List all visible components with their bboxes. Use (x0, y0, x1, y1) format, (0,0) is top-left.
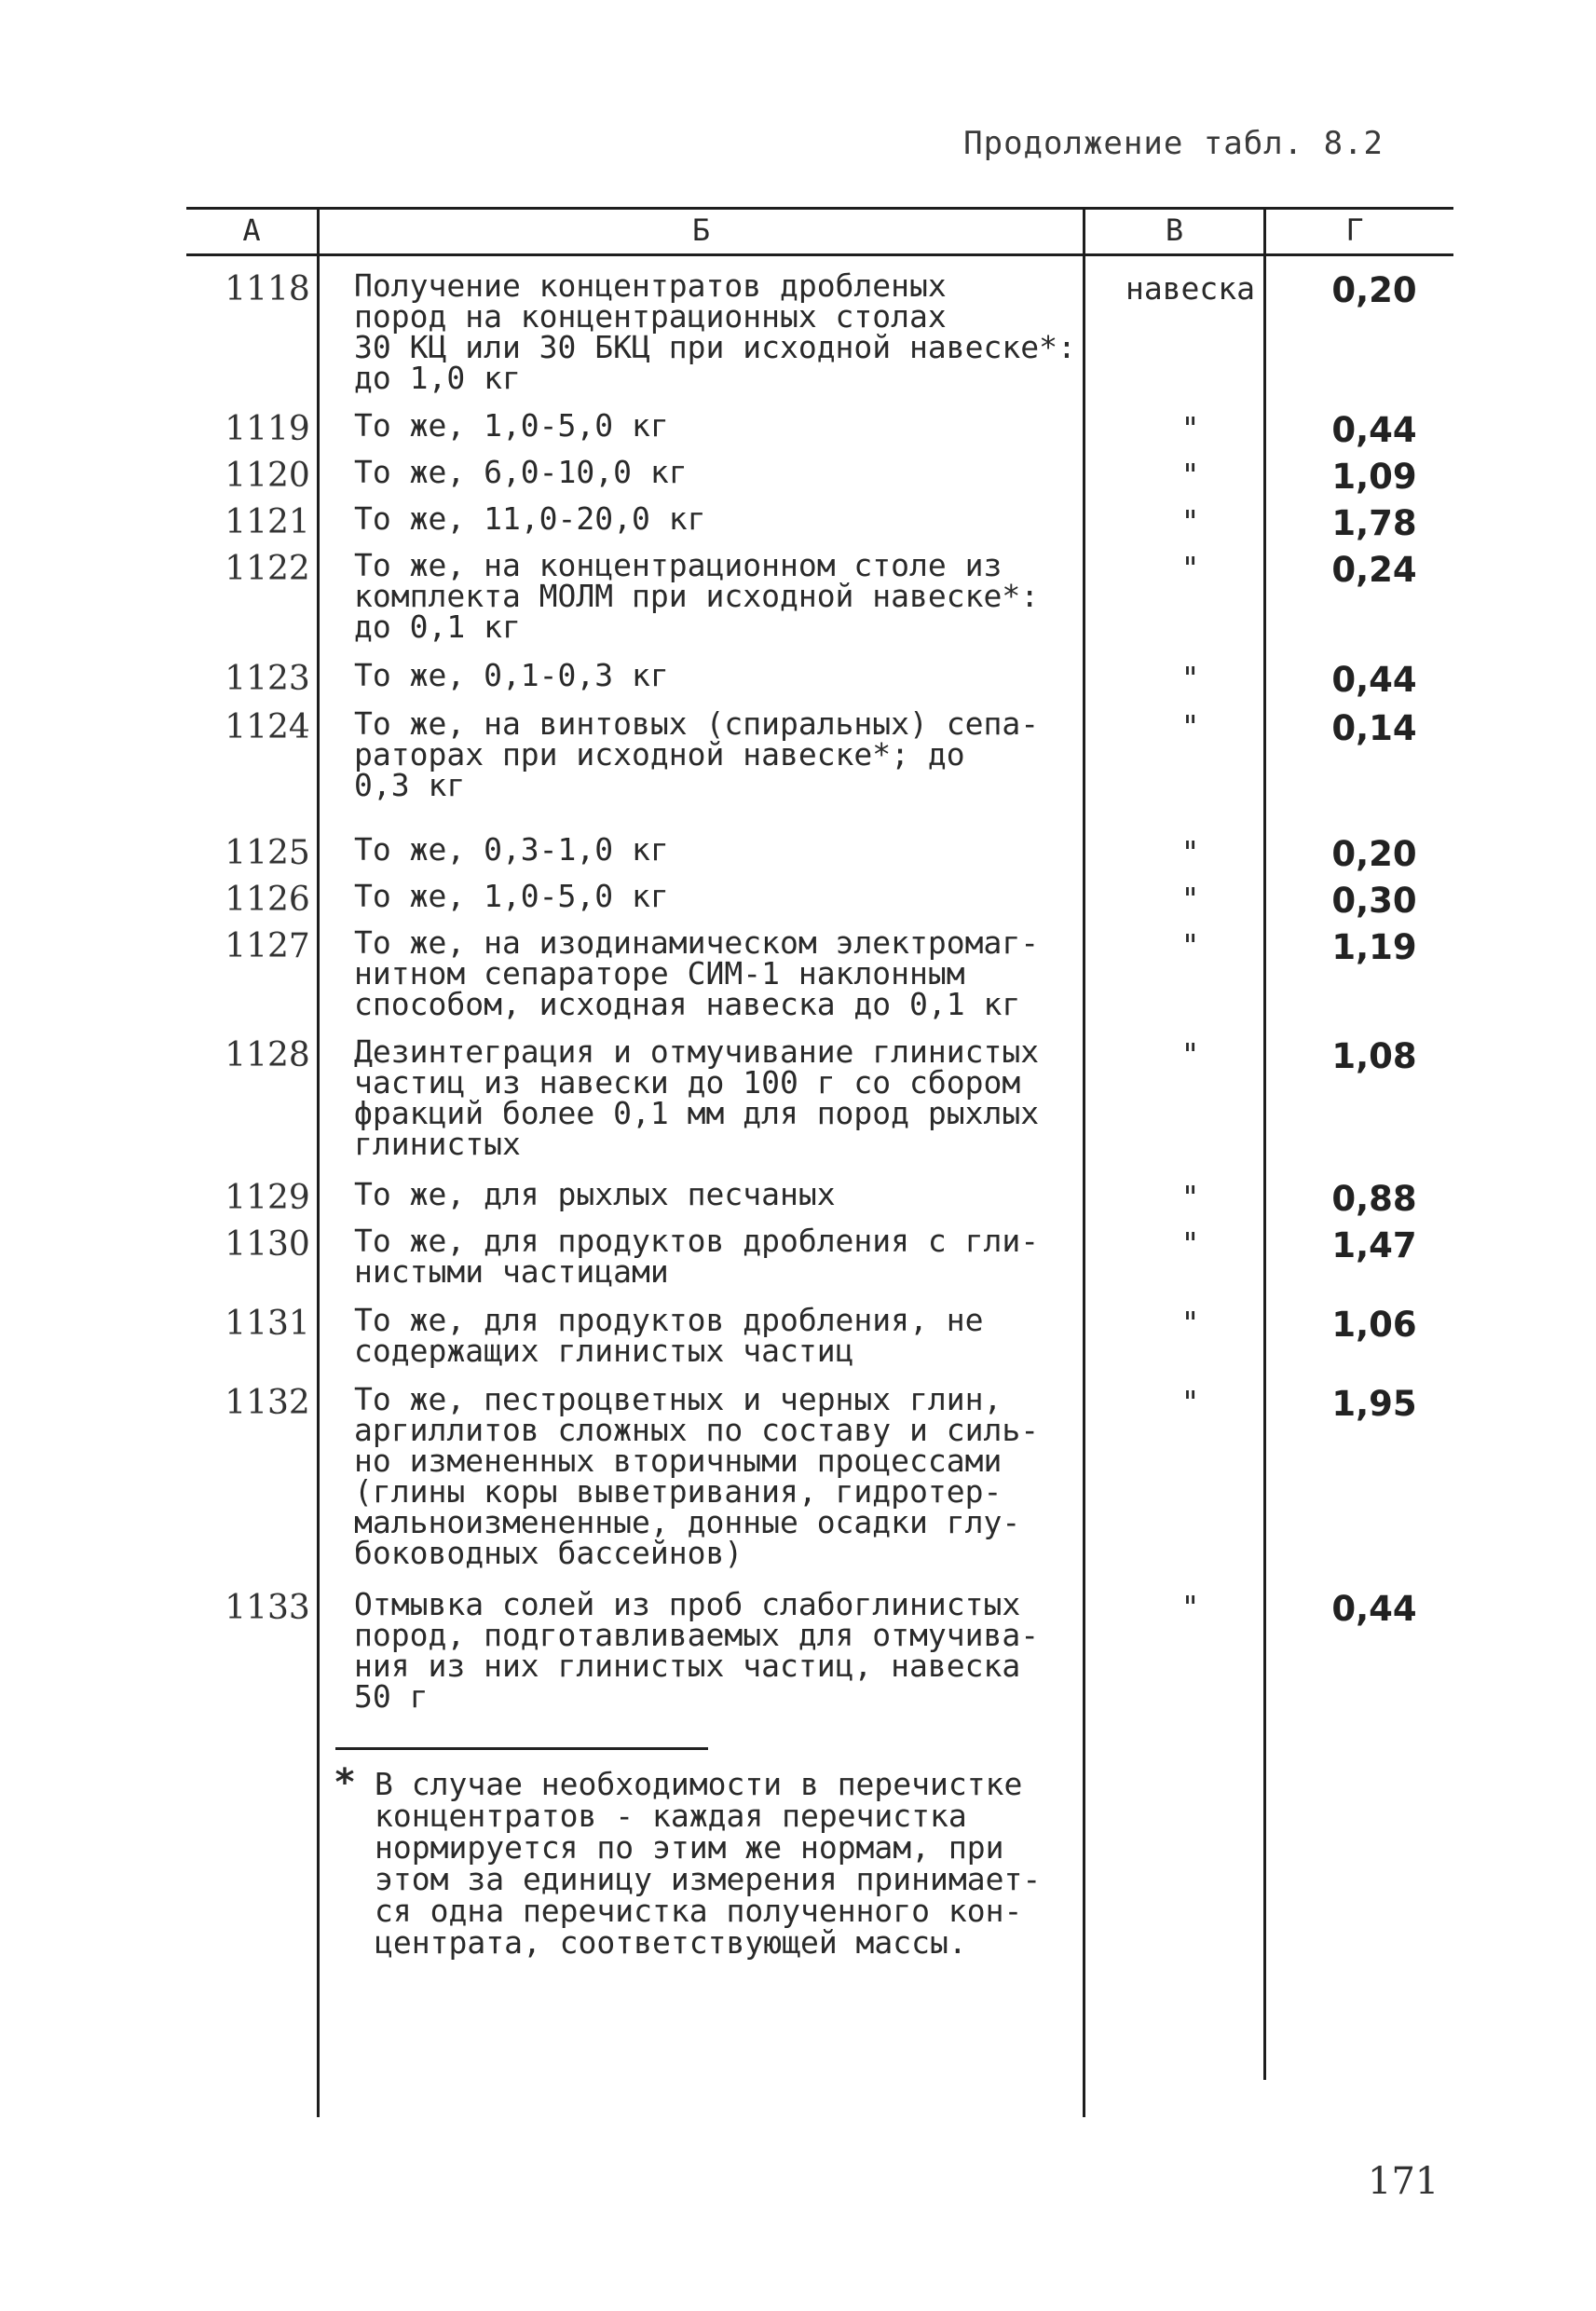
row-value: 0,20 (1331, 270, 1417, 310)
row-code: 1120 (225, 457, 310, 495)
row-code: 1124 (225, 708, 310, 746)
row-value: 0,44 (1331, 1589, 1417, 1629)
row-value: 0,44 (1331, 410, 1417, 450)
row-description: То же, на изодинамическом электромаг- нитном сепараторе СИМ-1 наклонным способом, исходная навеска до 0,1 кг (354, 924, 1040, 1022)
row-description: То же, 6,0-10,0 кг (354, 454, 688, 490)
row-unit: " (1180, 881, 1200, 917)
footnote-asterisk: * (334, 1761, 357, 1804)
row-value: 1,47 (1331, 1225, 1417, 1265)
column-divider-b-v (1083, 207, 1085, 2117)
row-code: 1127 (225, 927, 310, 965)
header-col-a: А (242, 212, 261, 248)
row-description: То же, для продуктов дробления с гли- нистыми частицами (354, 1223, 1040, 1290)
row-code: 1133 (225, 1589, 310, 1627)
row-code: 1118 (225, 270, 310, 308)
header-col-g: Г (1345, 212, 1364, 248)
row-unit: " (1180, 1305, 1200, 1341)
row-unit: " (1180, 660, 1200, 696)
row-description: То же, на концентрационном столе из комплекта МОЛМ при исходной навеске*: до 0,1 кг (354, 547, 1040, 645)
row-code: 1128 (225, 1036, 310, 1074)
row-description: То же, 1,0-5,0 кг (354, 878, 669, 914)
row-unit: " (1180, 410, 1200, 446)
row-unit: " (1180, 550, 1200, 586)
row-value: 0,14 (1331, 708, 1417, 748)
row-unit: " (1180, 927, 1200, 964)
row-unit: " (1180, 1036, 1200, 1073)
page-number: 171 (1368, 2160, 1439, 2203)
row-description: То же, 1,0-5,0 кг (354, 407, 669, 444)
row-code: 1123 (225, 660, 310, 698)
row-code: 1122 (225, 550, 310, 588)
row-value: 1,95 (1331, 1384, 1417, 1424)
row-value: 1,19 (1331, 927, 1417, 967)
row-code: 1130 (225, 1225, 310, 1264)
row-unit: " (1180, 834, 1200, 870)
row-code: 1119 (225, 410, 310, 448)
row-value: 1,09 (1331, 457, 1417, 497)
row-unit: " (1180, 1179, 1200, 1215)
row-description: Получение концентратов дробленых пород на концентрационных столах 30 КЦ или 30 БКЦ при исходной навеске*: до 1,0 кг (354, 267, 1076, 396)
footnote-rule (335, 1747, 708, 1750)
row-value: 1,78 (1331, 503, 1417, 543)
row-value: 0,30 (1331, 881, 1417, 921)
row-unit: " (1180, 1589, 1200, 1625)
row-value: 1,08 (1331, 1036, 1417, 1076)
row-value: 0,24 (1331, 550, 1417, 590)
row-value: 0,44 (1331, 660, 1417, 700)
row-unit: " (1180, 1384, 1200, 1420)
row-description: То же, 0,3-1,0 кг (354, 831, 669, 868)
row-code: 1129 (225, 1179, 310, 1217)
row-description: То же, 11,0-20,0 кг (354, 500, 706, 537)
row-code: 1121 (225, 503, 310, 541)
row-code: 1132 (225, 1384, 310, 1422)
table-caption: Продолжение табл. 8.2 (963, 125, 1384, 162)
header-col-v: В (1165, 212, 1184, 248)
row-description: То же, на винтовых (спиральных) сепа- раторах при исходной навеске*; до 0,3 кг (354, 705, 1040, 803)
row-description: Дезинтеграция и отмучивание глинистых частиц из навески до 100 г со сбором фракций более 0,1 мм для пород рыхлых глинистых (354, 1033, 1040, 1162)
row-unit: " (1180, 503, 1200, 540)
row-unit: " (1180, 708, 1200, 745)
row-description: То же, для продуктов дробления, не содержащих глинистых частиц (354, 1302, 984, 1369)
row-unit: навеска (1125, 270, 1256, 307)
row-unit: " (1180, 457, 1200, 493)
row-description: То же, для рыхлых песчаных (354, 1176, 836, 1212)
row-value: 1,06 (1331, 1305, 1417, 1345)
row-description: То же, 0,1-0,3 кг (354, 657, 669, 693)
row-value: 0,88 (1331, 1179, 1417, 1219)
row-code: 1131 (225, 1305, 310, 1343)
footnote-text: В случае необходимости в перечистке концентратов - каждая перечистка нормируется по этим же нормам, при этом за единицу измерения принимает- ся одна перечистка полученного кон- центрата, соответствующей массы. (375, 1766, 1042, 1961)
row-code: 1126 (225, 881, 310, 919)
row-unit: " (1180, 1225, 1200, 1262)
row-code: 1125 (225, 834, 310, 872)
header-col-b: Б (691, 212, 711, 248)
row-value: 0,20 (1331, 834, 1417, 874)
row-description: То же, пестроцветных и черных глин, аргиллитов сложных по составу и силь- но измененных вторичными процессами (глины коры выветривания, гидротер- мальноизмененные, донные осадки глу- боководных бассейнов) (354, 1381, 1040, 1571)
row-description: Отмывка солей из проб слабоглинистых пород, подготавливаемых для отмучива- ния из них глинистых частиц, навеска 50 г (354, 1586, 1040, 1715)
